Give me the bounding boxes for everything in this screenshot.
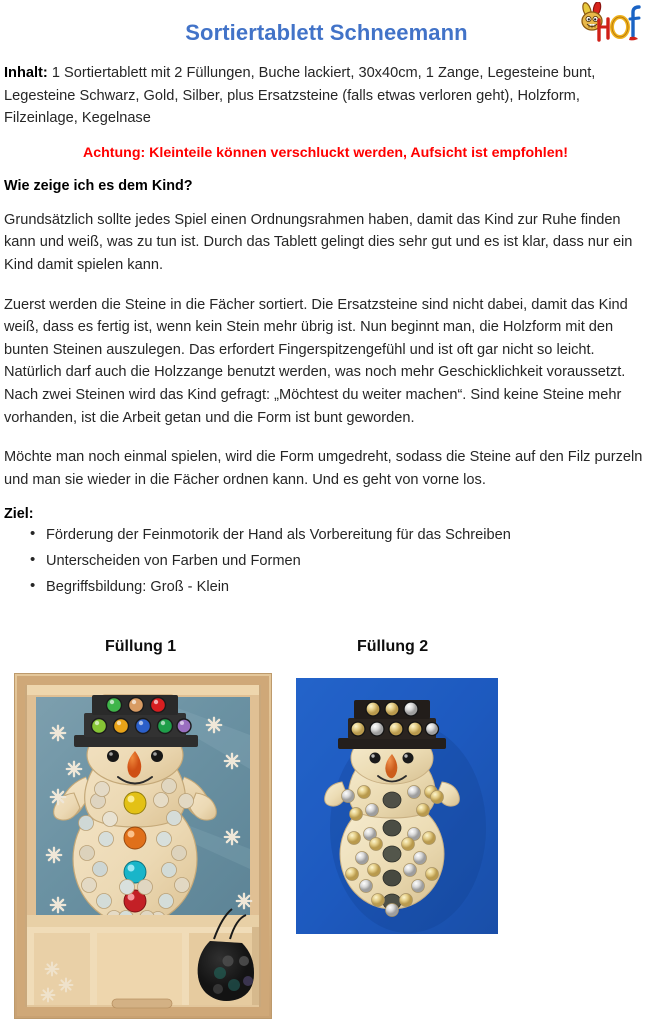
contents-paragraph <box>4 46 647 130</box>
photo-fuellung-1 <box>14 673 272 1019</box>
erzi-hof-logo <box>575 2 649 48</box>
figure-caption-1: Füllung 1 <box>105 638 177 655</box>
photo-fuellung-2 <box>296 678 498 934</box>
figure-captions <box>0 638 653 664</box>
paragraph-3: Möchte man noch einmal spielen, wird die Form umgedreht, sodass die Steine auf den Filz purzeln und man sie wieder in die Fächer ordnen kann. Und es geht von vorne los. <box>4 449 643 488</box>
section-heading: Wie zeige ich es dem Kind? <box>4 177 193 194</box>
contents-label: Inhalt: <box>4 65 48 81</box>
paragraph-2: Zuerst werden die Steine in die Fächer sortiert. Die Ersatzsteine sind nicht dabei, damit das Kind weiß, dass es fertig ist, wenn kein Stein mehr übrig ist. Nun beginnt man, die Holzform mit den bunten Steinen auszulegen. Das erfordert Fingerspitzengefühl und ist oft gar nicht so leicht. Natürlich darf auch die Holzzange benutzt werden, was noch mehr Geschicklichkeit voraussetzt. Nach zwei Steinen wird das Kind gefragt: „Möchtest du weiter machen“. Sind keine Steine mehr vorhanden, ist die Arbeit getan und die Form ist bunt geworden. <box>4 296 628 426</box>
figure-caption-2: Füllung 2 <box>357 638 429 655</box>
paragraph-1: Grundsätzlich sollte jedes Spiel einen Ordnungsrahmen haben, damit das Kind zur Ruhe finden kann und weiß, was zu tun ist. Durch das Tablett gelingt dies sehr gut und es ist klar, dass nur ein Kind damit spielen kann. <box>4 211 633 274</box>
list-item: • Unterscheiden von Farben und Formen <box>46 550 647 572</box>
goals-list <box>4 524 647 599</box>
goals-heading: Ziel: <box>4 505 34 522</box>
list-item: • Begriffsbildung: Groß - Klein <box>46 576 647 598</box>
list-item: • Förderung der Feinmotorik der Hand als Vorbereitung für das Schreiben <box>46 524 647 546</box>
warning-notice: Achtung: Kleinteile können verschluckt werden, Aufsicht ist empfohlen! <box>82 144 569 161</box>
page-title: Sortiertablett Schneemann <box>185 20 468 45</box>
document-body <box>0 46 653 598</box>
contents-text: 1 Sortiertablett mit 2 Füllungen, Buche lackiert, 30x40cm, 1 Zange, Legesteine bunt, Legesteine Schwarz, Gold, Silber, plus Ersatzsteine (falls etwas verloren geht), Holzform, Filzeinlage, Kegelnase <box>4 65 596 127</box>
